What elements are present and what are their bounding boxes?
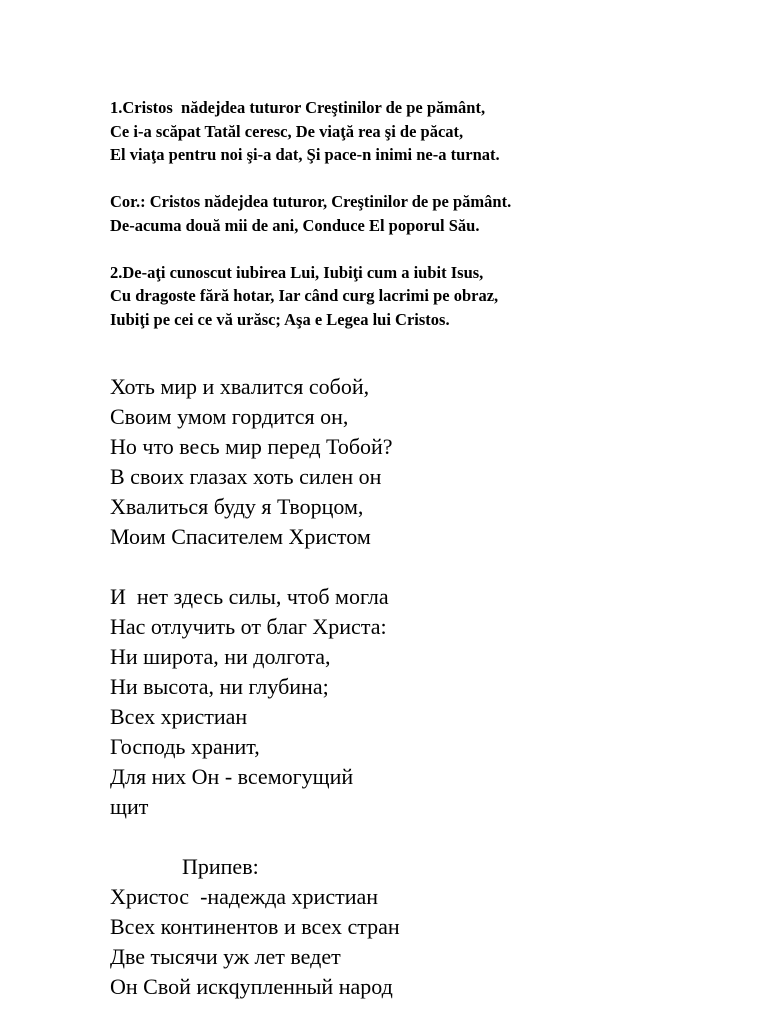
lyric-line: Ни широта, ни долгота,: [110, 644, 331, 669]
lyric-line: Но что весь мир перед Тобой?: [110, 434, 393, 459]
lyric-line: В своих глазах хоть силен он: [110, 464, 382, 489]
lyric-line: Ни высота, ни глубина;: [110, 674, 329, 699]
lyric-line: Господь хранит,: [110, 734, 260, 759]
lyric-line: Всех континентов и всех стран: [110, 914, 400, 939]
lyric-line: El viaţa pentru noi şi-a dat, Şi pace-n inimi ne-a turnat.: [110, 145, 500, 164]
lyric-line: Iubiţi pe cei ce vă urăsc; Aşa e Legea lui Cristos.: [110, 309, 450, 329]
russian-lyrics: [110, 372, 750, 1032]
russian-refrain: [110, 852, 750, 1002]
lyric-line: De-acuma două mii de ani, Conduce El poporul Său.: [110, 215, 480, 235]
lyric-line: Ce i-a scăpat Tatăl ceresc, De viaţă rea şi de păcat,: [110, 121, 464, 141]
lyric-line: Хоть мир и хвалится собой,: [110, 374, 370, 399]
lyric-line: Нас отлучить от благ Христа:: [110, 614, 387, 639]
lyric-line: 2.De-aţi cunoscut iubirea Lui, Iubiţi cum a iubit Isus,: [110, 262, 484, 282]
lyric-line: Для них Он - всемогущий: [110, 764, 354, 789]
lyric-line: И нет здесь силы, чтоб могла: [110, 584, 389, 609]
refrain-label: Припев:: [182, 854, 259, 879]
lyric-line: Cu dragoste fără hotar, Iar când curg lacrimi pe obraz,: [110, 286, 499, 305]
romanian-verse-2: [110, 261, 750, 332]
lyric-line: Своим умом гордится он,: [110, 404, 349, 429]
russian-verse-1: [110, 372, 750, 552]
lyric-line: Хвалиться буду я Творцом,: [110, 494, 364, 519]
lyric-line: 1.Cristos nădejdea tuturor Creştinilor de pe pământ,: [110, 98, 486, 117]
lyric-line: Христос -надежда христиан: [110, 884, 379, 909]
romanian-chorus: [110, 190, 750, 237]
romanian-lyrics: [110, 96, 750, 355]
russian-verse-2: [110, 582, 750, 822]
lyric-line: щит: [110, 794, 149, 819]
lyric-line: Всех христиан: [110, 704, 248, 729]
lyric-line: Он Свой искqупленный народ: [110, 974, 393, 999]
romanian-verse-1: [110, 96, 750, 167]
lyric-line: Моим Спасителем Христом: [110, 524, 371, 549]
lyric-line: Две тысячи уж лет ведет: [110, 944, 341, 969]
lyric-line: Cor.: Cristos nădejdea tuturor, Creştinilor de pe pământ.: [110, 192, 512, 211]
